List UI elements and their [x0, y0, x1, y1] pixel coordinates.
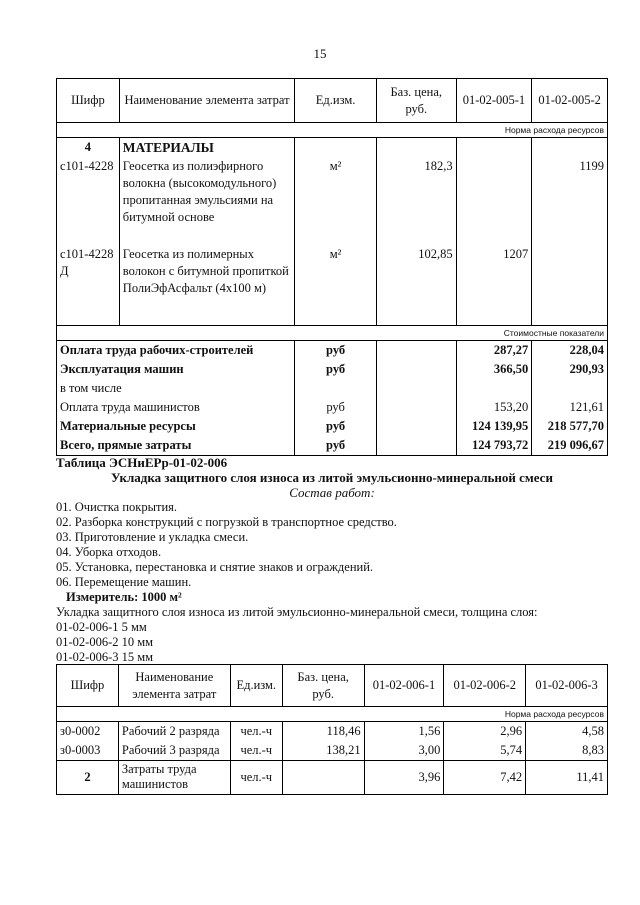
work-item: 05. Установка, перестановка и снятие знаков и ограждений.: [56, 560, 374, 574]
row-v2: 2,96: [444, 722, 526, 742]
header-unit: Ед.изм.: [230, 665, 282, 707]
row-price: 118,46: [282, 722, 364, 742]
table-subtitle: Укладка защитного слоя износа из литой эмульсионно-минеральной смеси: [111, 470, 553, 485]
row-v1: [456, 157, 532, 245]
description: Укладка защитного слоя износа из литой эмульсионно-минеральной смеси, толщина слоя:: [56, 605, 538, 619]
row-name: Рабочий 3 разряда: [118, 741, 230, 761]
row-code: з0-0002: [57, 722, 119, 742]
header-price: Баз. цена, руб.: [282, 665, 364, 707]
row-v3: 8,83: [526, 741, 608, 761]
row-price: 102,85: [376, 245, 456, 325]
row-unit: м²: [295, 245, 377, 325]
row-price: 138,21: [282, 741, 364, 761]
cost-row-unit: руб: [295, 360, 377, 379]
cost-row-unit: руб: [295, 436, 377, 456]
cost-row-v2: 219 096,67: [532, 436, 608, 456]
cost-row-unit: руб: [295, 398, 377, 417]
header-name: Наименование элемента затрат: [119, 79, 294, 123]
row-code: с101-4228: [57, 157, 120, 245]
norm-label: Норма расхода ресурсов: [57, 707, 608, 722]
row-name: Геосетка из полиэфирного волокна (высокомодульного) пропитанная эмульсиями на битумной основе: [119, 157, 294, 245]
row-name: Затраты труда машинистов: [118, 761, 230, 795]
work-item: 06. Перемещение машин.: [56, 575, 192, 589]
cost-row-name: в том числе: [57, 379, 295, 398]
table-title: Таблица ЭСНиЕРр-01-02-006: [56, 455, 228, 470]
row-v2: [532, 245, 608, 325]
row-name: Рабочий 2 разряда: [118, 722, 230, 742]
resource-table-005: [56, 78, 608, 456]
variant-item: 01-02-006-1 5 мм: [56, 620, 147, 634]
header-unit: Ед.изм.: [295, 79, 377, 123]
cost-row-v1: 124 793,72: [456, 436, 532, 456]
meter: Измеритель: 1000 м²: [66, 590, 182, 604]
row-v1: 3,96: [364, 761, 444, 795]
cost-row-unit: руб: [295, 340, 377, 360]
cost-row-unit: руб: [295, 417, 377, 436]
row-name: Геосетка из полимерных волокон с битумной пропиткой ПолиЭфАсфальт (4х100 м): [119, 245, 294, 325]
cost-row-v2: 228,04: [532, 340, 608, 360]
cost-row-v1: 124 139,95: [456, 417, 532, 436]
work-item: 03. Приготовление и укладка смеси.: [56, 530, 249, 544]
row-v2: 5,74: [444, 741, 526, 761]
page-number: 15: [313, 46, 327, 61]
row-v2: 1199: [532, 157, 608, 245]
work-item: 01. Очистка покрытия.: [56, 500, 178, 514]
cost-row-v1: 287,27: [456, 340, 532, 360]
row-v1: 1,56: [364, 722, 444, 742]
works-title: Состав работ:: [289, 485, 375, 500]
section-number: 4: [57, 138, 120, 158]
cost-row-v2: 290,93: [532, 360, 608, 379]
cost-row-name: Оплата труда машинистов: [57, 398, 295, 417]
row-v2: 7,42: [444, 761, 526, 795]
row-v1: 3,00: [364, 741, 444, 761]
cost-row-name: Эксплуатация машин: [57, 360, 295, 379]
variant-item: 01-02-006-3 15 мм: [56, 650, 154, 664]
row-v3: 4,58: [526, 722, 608, 742]
header-col3: 01-02-006-3: [526, 665, 608, 707]
row-code: с101-4228Д: [57, 245, 120, 325]
cost-row-name: Материальные ресурсы: [57, 417, 295, 436]
section-title: МАТЕРИАЛЫ: [119, 138, 294, 158]
header-code: Шифр: [57, 79, 120, 123]
resource-table-006: [56, 664, 608, 795]
row-price: [282, 761, 364, 795]
variant-item: 01-02-006-2 10 мм: [56, 635, 154, 649]
row-unit: чел.-ч: [230, 761, 282, 795]
cost-row-v2: 121,61: [532, 398, 608, 417]
header-name: Наименование элемента затрат: [118, 665, 230, 707]
row-code: 2: [57, 761, 119, 795]
row-price: 182,3: [376, 157, 456, 245]
header-col1: 01-02-005-1: [456, 79, 532, 123]
norm-label: Норма расхода ресурсов: [57, 123, 608, 138]
work-item: 02. Разборка конструкций с погрузкой в транспортное средство.: [56, 515, 397, 529]
cost-row-name: Оплата труда рабочих-строителей: [57, 340, 295, 360]
cost-label: Стоимостные показатели: [57, 325, 608, 340]
row-v1: 1207: [456, 245, 532, 325]
cost-row-v2: 218 577,70: [532, 417, 608, 436]
header-col2: 01-02-005-2: [532, 79, 608, 123]
cost-row-name: Всего, прямые затраты: [57, 436, 295, 456]
header-col2: 01-02-006-2: [444, 665, 526, 707]
row-unit: чел.-ч: [230, 722, 282, 742]
header-col1: 01-02-006-1: [364, 665, 444, 707]
header-price: Баз. цена, руб.: [376, 79, 456, 123]
row-v3: 11,41: [526, 761, 608, 795]
cost-row-v1: 366,50: [456, 360, 532, 379]
header-code: Шифр: [57, 665, 119, 707]
cost-row-v1: 153,20: [456, 398, 532, 417]
work-item: 04. Уборка отходов.: [56, 545, 162, 559]
row-code: з0-0003: [57, 741, 119, 761]
row-unit: м²: [295, 157, 377, 245]
row-unit: чел.-ч: [230, 741, 282, 761]
